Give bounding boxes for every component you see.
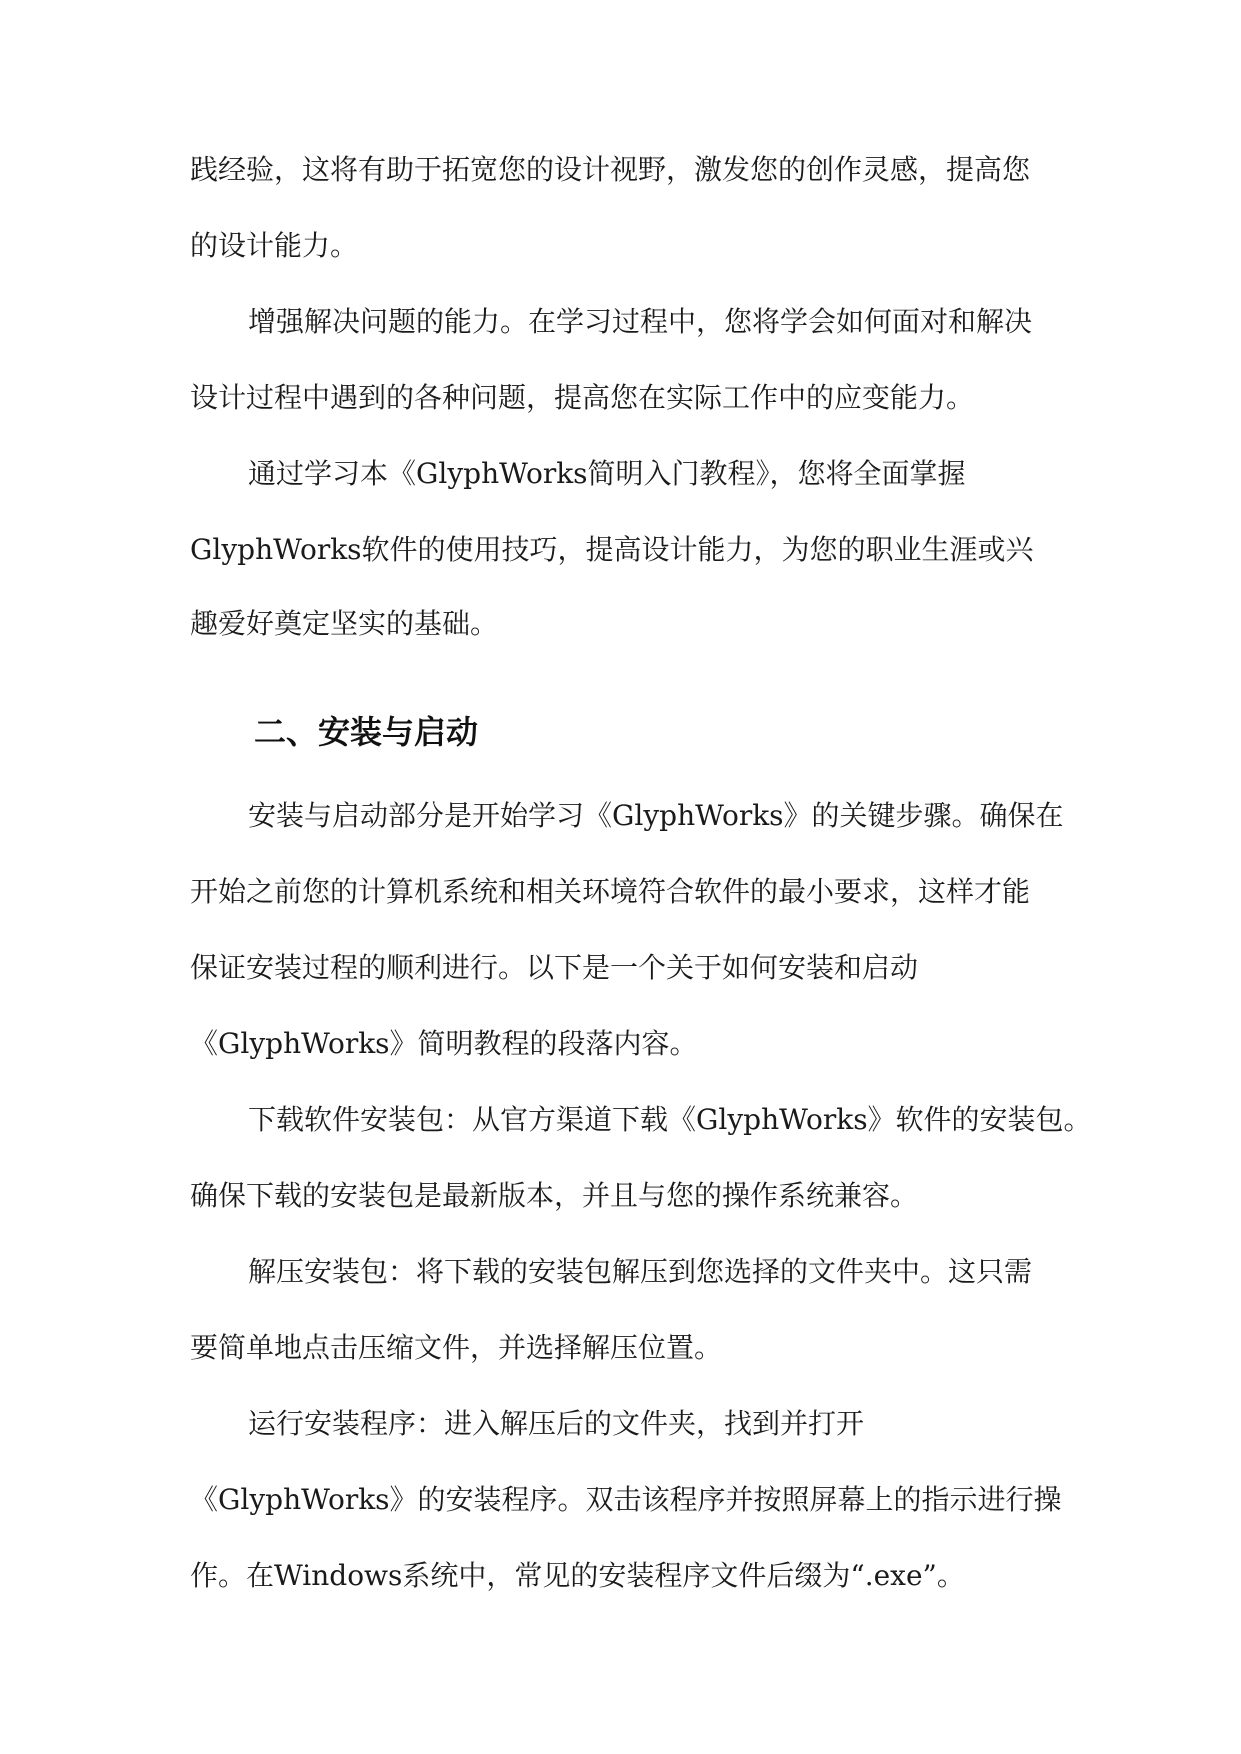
paragraph-line: 趣爱好奠定坚实的基础。 [190,607,499,640]
paragraph-line: 开始之前您的计算机系统和相关环境符合软件的最小要求，这样才能 [190,875,1031,908]
paragraph-line: 运行安装程序：进入解压后的文件夹，找到并打开 [248,1407,865,1440]
paragraph-line: 《GlyphWorks》的安装程序。双击该程序并按照屏幕上的指示进行操 [190,1483,1062,1516]
paragraph-line: 践经验，这将有助于拓宽您的设计视野，激发您的创作灵感，提高您 [190,153,1031,186]
paragraph-line: 作。在Windows系统中，常见的安装程序文件后缀为“.exe”。 [190,1559,965,1592]
paragraph-line: 安装与启动部分是开始学习《GlyphWorks》的关键步骤。确保在 [248,799,1064,832]
paragraph-line: 通过学习本《GlyphWorks简明入门教程》，您将全面掌握 [248,457,966,490]
paragraph-line: 下载软件安装包：从官方渠道下载《GlyphWorks》软件的安装包。 [248,1103,1092,1136]
paragraph-line: 解压安装包：将下载的安装包解压到您选择的文件夹中。这只需 [248,1255,1033,1288]
paragraph-line: 要简单地点击压缩文件，并选择解压位置。 [190,1331,723,1364]
paragraph-line: 设计过程中遇到的各种问题，提高您在实际工作中的应变能力。 [190,381,975,414]
paragraph-line: 确保下载的安装包是最新版本，并且与您的操作系统兼容。 [190,1179,919,1212]
paragraph-line: 的设计能力。 [190,229,359,262]
paragraph-line: 增强解决问题的能力。在学习过程中，您将学会如何面对和解决 [248,305,1033,338]
paragraph-line: GlyphWorks软件的使用技巧，提高设计能力，为您的职业生涯或兴 [190,533,1034,566]
paragraph-line: 保证安装过程的顺利进行。以下是一个关于如何安装和启动 [190,951,919,984]
section-heading: 二、安装与启动 [254,713,479,751]
paragraph-line: 《GlyphWorks》简明教程的段落内容。 [190,1027,698,1060]
